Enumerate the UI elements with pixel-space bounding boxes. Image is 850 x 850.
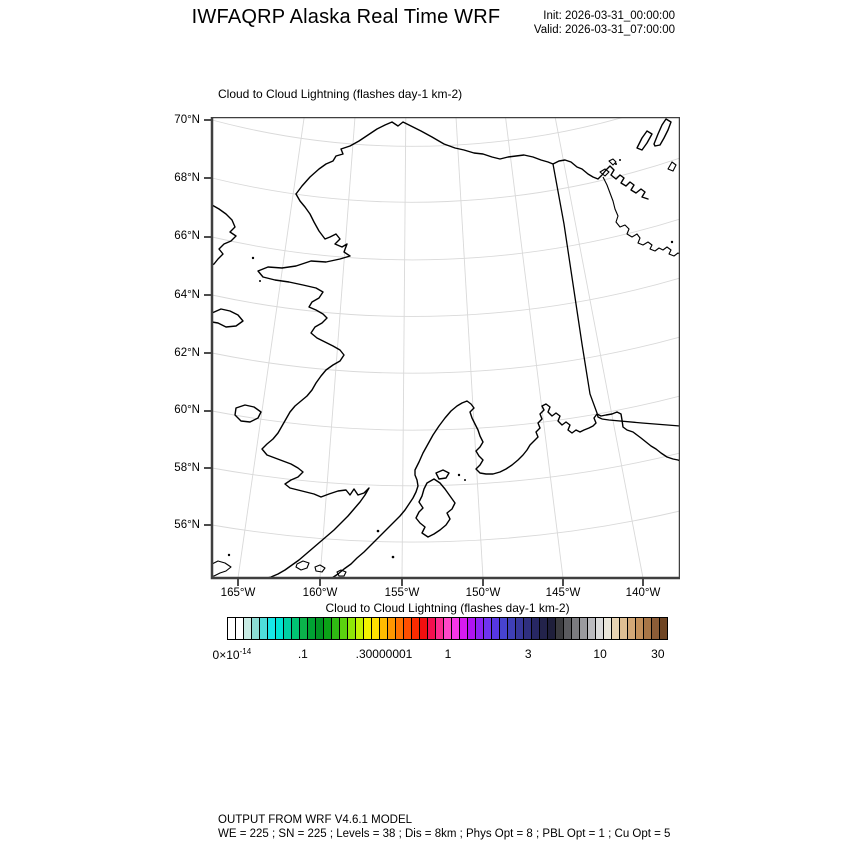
colorbar	[227, 617, 668, 640]
colorbar-cell	[612, 618, 620, 639]
y-tick-label: 66°N	[174, 230, 200, 242]
x-tick-label: 140°W	[625, 587, 661, 599]
x-tick-label: 150°W	[465, 587, 501, 599]
colorbar-cell	[588, 618, 596, 639]
y-tick-label: 62°N	[174, 347, 200, 359]
alaska-map-svg	[204, 117, 680, 586]
colorbar-cell	[324, 618, 332, 639]
colorbar-cell	[420, 618, 428, 639]
page-title: IWFAQRP Alaska Real Time WRF	[191, 6, 501, 28]
colorbar-cell	[276, 618, 284, 639]
colorbar-cell	[500, 618, 508, 639]
colorbar-cell	[252, 618, 260, 639]
colorbar-cell	[620, 618, 628, 639]
colorbar-cell	[428, 618, 436, 639]
colorbar-cell	[564, 618, 572, 639]
colorbar-cell	[652, 618, 660, 639]
colorbar-title: Cloud to Cloud Lightning (flashes day-1 km-2)	[325, 601, 570, 615]
colorbar-tick-label: $0\times 10^{-14}$	[212, 647, 252, 662]
colorbar-cell	[644, 618, 652, 639]
x-tick-label: 160°W	[302, 587, 338, 599]
colorbar-cell	[596, 618, 604, 639]
colorbar-cell	[636, 618, 644, 639]
colorbar-cell	[476, 618, 484, 639]
y-tick-label: 56°N	[174, 519, 200, 531]
colorbar-cell	[268, 618, 276, 639]
colorbar-cell	[540, 618, 548, 639]
colorbar-cell	[284, 618, 292, 639]
colorbar-tick-label: 3	[524, 647, 532, 661]
colorbar-cell	[292, 618, 300, 639]
valid-time: Valid: 2026-03-31_07:00:00	[533, 24, 675, 36]
colorbar-cell	[332, 618, 340, 639]
colorbar-cell	[628, 618, 636, 639]
colorbar-cell	[604, 618, 612, 639]
colorbar-cell	[340, 618, 348, 639]
colorbar-cell	[492, 618, 500, 639]
field-title: Cloud to Cloud Lightning (flashes day-1 km-2)	[218, 87, 463, 101]
colorbar-cell	[468, 618, 476, 639]
x-tick-label: 165°W	[220, 587, 256, 599]
colorbar-cell	[460, 618, 468, 639]
y-tick-label: 70°N	[174, 114, 200, 126]
colorbar-tick-label: 30	[651, 647, 665, 661]
colorbar-cell	[524, 618, 532, 639]
colorbar-cell	[548, 618, 556, 639]
x-tick-label: 155°W	[384, 587, 420, 599]
colorbar-cell	[572, 618, 580, 639]
colorbar-cell	[244, 618, 252, 639]
footer-line1: OUTPUT FROM WRF V4.6.1 MODEL	[218, 814, 413, 826]
colorbar-cell	[452, 618, 460, 639]
colorbar-ticks	[212, 647, 668, 665]
colorbar-cell	[236, 618, 244, 639]
colorbar-cell	[516, 618, 524, 639]
colorbar-cell	[484, 618, 492, 639]
run-times	[430, 9, 675, 37]
model-footer	[218, 813, 670, 841]
colorbar-cell	[228, 618, 236, 639]
colorbar-tick-label: 1	[444, 647, 452, 661]
y-tick-label: 60°N	[174, 404, 200, 416]
map-frame	[212, 117, 680, 578]
x-tick-label: 145°W	[545, 587, 581, 599]
colorbar-cell	[388, 618, 396, 639]
colorbar-cell	[356, 618, 364, 639]
colorbar-cell	[364, 618, 372, 639]
colorbar-cell	[508, 618, 516, 639]
colorbar-cell	[532, 618, 540, 639]
y-tick-label: 58°N	[174, 462, 200, 474]
colorbar-cell	[396, 618, 404, 639]
colorbar-cell	[260, 618, 268, 639]
footer-line2: WE = 225 ; SN = 225 ; Levels = 38 ; Dis = 8km ; Phys Opt = 8 ; PBL Opt = 1 ; Cu Opt = 5	[218, 828, 671, 840]
colorbar-cell	[580, 618, 588, 639]
y-tick-label: 68°N	[174, 172, 200, 184]
colorbar-tick-label: .30000001	[355, 647, 413, 661]
colorbar-cell	[372, 618, 380, 639]
y-tick-label: 64°N	[174, 289, 200, 301]
political-border	[553, 164, 680, 426]
colorbar-cell	[348, 618, 356, 639]
colorbar-cell	[380, 618, 388, 639]
colorbar-tick-label: .1	[297, 647, 308, 661]
colorbar-cell	[660, 618, 667, 639]
alaska-map	[204, 117, 680, 586]
colorbar-cell	[308, 618, 316, 639]
colorbar-cell	[404, 618, 412, 639]
coastline	[212, 119, 680, 578]
init-time: Init: 2026-03-31_00:00:00	[543, 10, 675, 22]
colorbar-cell	[300, 618, 308, 639]
colorbar-cell	[316, 618, 324, 639]
colorbar-cell	[556, 618, 564, 639]
colorbar-tick-label: 10	[593, 647, 607, 661]
colorbar-cell	[436, 618, 444, 639]
graticule	[212, 117, 680, 578]
colorbar-cell	[444, 618, 452, 639]
colorbar-cell	[412, 618, 420, 639]
